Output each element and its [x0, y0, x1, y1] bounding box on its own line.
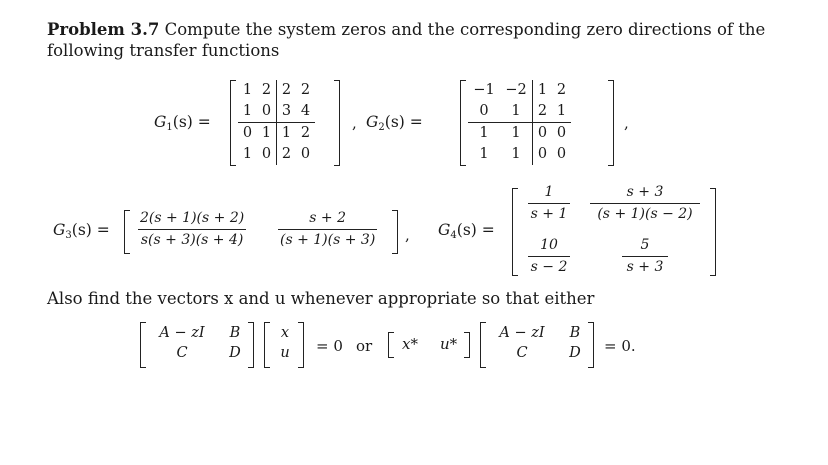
eq-pencil2-b: B [569, 325, 581, 341]
g4-entry-21-denominator: s − 2 [530, 259, 568, 275]
g1-matrix-cell: 2 [300, 82, 311, 98]
g2-matrix-row [468, 80, 571, 101]
g3-label [53, 221, 110, 241]
g4-entry-21-numerator: 10 [528, 237, 570, 257]
g2-left-bracket [460, 80, 466, 166]
eq-rowvec-ustar: u* [440, 335, 458, 353]
g4-entry-12 [590, 184, 700, 223]
comma-1: , [352, 114, 357, 132]
eq-pencil2-a: A − zI [499, 325, 545, 341]
eq-pencil2-col1 [492, 323, 552, 363]
eq-pencil2-right-bracket [588, 322, 594, 368]
g1-matrix-cell: 2 [277, 80, 297, 101]
g1-matrix-cell: 0 [238, 123, 257, 145]
g3-entry-1 [138, 210, 246, 249]
g1-matrix-cell: 0 [261, 103, 272, 119]
g4-symbol: G [438, 221, 451, 239]
g1-matrix-cell: 1 [257, 123, 277, 145]
g2-matrix-cell: 2 [556, 82, 567, 98]
eq-pencil2-d: D [569, 345, 581, 361]
g4-entry-22-numerator: 5 [622, 237, 668, 257]
g1-matrix-cell: 3 [277, 101, 297, 123]
g1-matrix-cell: 0 [261, 146, 272, 162]
eq-end: = 0. [604, 337, 636, 355]
g2-matrix-cell: 1 [556, 103, 567, 119]
g3-left-bracket [124, 210, 130, 254]
g2-matrix-row [468, 144, 571, 165]
g3-arg: (s) = [71, 221, 110, 239]
g1-matrix-row [238, 101, 315, 123]
g2-subscript: 2 [378, 122, 385, 133]
eq-pencil2-col2 [564, 323, 586, 363]
g2-matrix-cell: 0 [556, 146, 567, 162]
g1-matrix-cell: 4 [300, 103, 311, 119]
problem-statement [47, 19, 765, 40]
g2-matrix-cell: 0 [552, 123, 571, 145]
eq-rowvec-right-bracket [464, 332, 470, 358]
g2-label [366, 113, 423, 133]
g2-matrix-cell: 1 [500, 123, 533, 145]
g4-subscript: 4 [450, 230, 457, 241]
g1-matrix-row [238, 123, 315, 145]
g2-matrix-cell: 1 [479, 146, 489, 162]
g1-matrix [238, 80, 315, 165]
g1-matrix-cell: 2 [296, 123, 315, 145]
g2-matrix-cell: 1 [533, 80, 553, 101]
eq-pencil-col1 [152, 323, 212, 363]
g2-arg: (s) = [384, 113, 423, 131]
eq-pencil2-c: C [516, 345, 528, 361]
eq-rowvec-xstar: x* [402, 335, 418, 353]
problem-label: Problem 3.7 [47, 20, 160, 39]
eq-vec-x: x [280, 325, 290, 341]
g4-entry-11 [528, 184, 570, 223]
g4-entry-22-denominator: s + 3 [626, 259, 664, 275]
g1-matrix-cell: 2 [261, 82, 272, 98]
eq-pencil-a: A − zI [159, 325, 205, 341]
g3-entry-2-denominator: (s + 1)(s + 3) [280, 232, 376, 248]
eq-vec [274, 323, 296, 363]
g4-entry-22 [622, 237, 668, 276]
eq-pencil2-left-bracket [480, 322, 486, 368]
g1-matrix-row [238, 144, 315, 165]
g4-right-bracket [710, 188, 716, 276]
g2-matrix-cell: −1 [473, 82, 495, 98]
eq-pencil-col2 [224, 323, 246, 363]
g2-matrix [468, 80, 571, 165]
g1-matrix-cell: 0 [300, 146, 311, 162]
g2-matrix-cell: −2 [505, 82, 527, 98]
g1-matrix-cell: 1 [277, 123, 297, 145]
g2-matrix-cell: 0 [533, 144, 553, 165]
g1-matrix-cell: 1 [242, 146, 253, 162]
eq-pencil-right-bracket [248, 322, 254, 368]
g1-matrix-cell: 1 [242, 103, 253, 119]
problem-statement-line2: following transfer functions [47, 41, 280, 60]
g1-left-bracket [230, 80, 236, 166]
g2-matrix-cell: 0 [479, 103, 489, 119]
eq-rowvec-left-bracket [388, 332, 394, 358]
eq-pencil-c: C [176, 345, 188, 361]
g1-symbol: G [154, 113, 167, 131]
g3-entry-1-denominator: s(s + 3)(s + 4) [140, 232, 244, 248]
g4-entry-12-denominator: (s + 1)(s − 2) [597, 206, 693, 222]
g1-subscript: 1 [166, 122, 173, 133]
g4-entry-11-denominator: s + 1 [530, 206, 568, 222]
g4-entry-12-numerator: s + 3 [590, 184, 700, 204]
g3-entry-2 [278, 210, 377, 249]
g3-symbol: G [53, 221, 66, 239]
g2-matrix-cell: 0 [533, 123, 553, 145]
g2-symbol: G [366, 113, 379, 131]
eq-equals-zero: = 0 [316, 337, 343, 355]
g3-right-bracket [392, 210, 398, 254]
g2-matrix-cell: 1 [511, 146, 521, 162]
problem-text-line1: Compute the system zeros and the corresponding zero directions of the [164, 20, 766, 39]
eq-vec-right-bracket [298, 322, 304, 368]
g4-entry-21 [528, 237, 570, 276]
g2-matrix-row [468, 123, 571, 145]
also-find-text: Also find the vectors x and u whenever appropriate so that either [47, 289, 595, 308]
g2-right-bracket [608, 80, 614, 166]
g4-entry-11-numerator: 1 [528, 184, 570, 204]
eq-vec-left-bracket [264, 322, 270, 368]
g1-right-bracket [334, 80, 340, 166]
g1-matrix-row [238, 80, 315, 101]
g3-subscript: 3 [65, 230, 72, 241]
comma-3: , [405, 226, 410, 244]
eq-pencil-left-bracket [140, 322, 146, 368]
g2-matrix-row [468, 101, 571, 123]
eq-pencil-b: B [229, 325, 241, 341]
g4-label [438, 221, 495, 241]
g1-arg: (s) = [172, 113, 211, 131]
eq-or: or [356, 337, 373, 355]
g1-label [154, 113, 211, 133]
comma-2: , [624, 114, 629, 132]
g3-entry-2-numerator: s + 2 [278, 210, 377, 230]
g2-matrix-cell: 1 [468, 123, 500, 145]
g1-matrix-cell: 1 [242, 82, 253, 98]
g4-left-bracket [512, 188, 518, 276]
g4-arg: (s) = [456, 221, 495, 239]
g3-entry-1-numerator: 2(s + 1)(s + 2) [138, 210, 246, 230]
g2-matrix-cell: 2 [533, 101, 553, 123]
g2-matrix-cell: 1 [511, 103, 521, 119]
eq-pencil-d: D [229, 345, 241, 361]
eq-vec-u: u [280, 345, 290, 361]
g1-matrix-cell: 2 [277, 144, 297, 165]
